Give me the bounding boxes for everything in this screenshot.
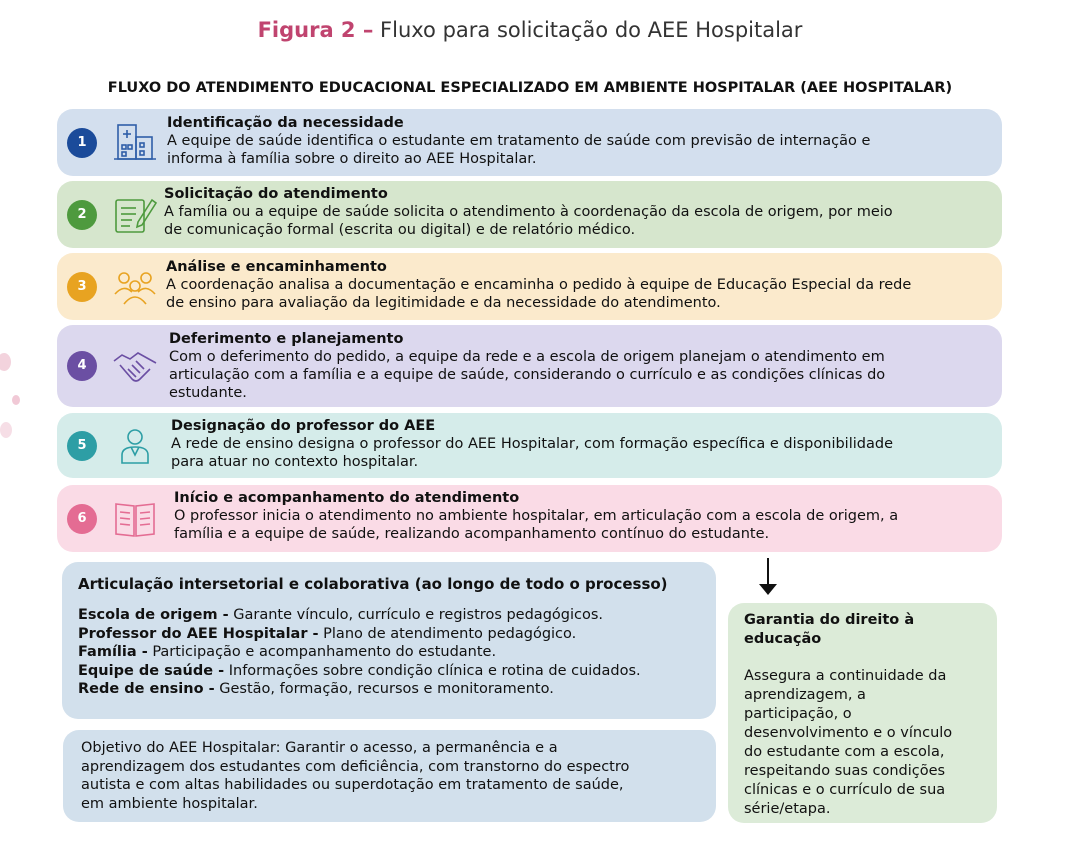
- step-3-line-2: de ensino para avaliação da legitimidade e da necessidade do atendimento.: [166, 295, 721, 311]
- guarantee-line: participação, o: [744, 706, 852, 722]
- step-5: [57, 413, 1002, 478]
- form-pen-icon: [112, 192, 158, 238]
- articulation-row: [78, 643, 700, 662]
- figure-caption: Fluxo para solicitação do AEE Hospitalar: [373, 18, 803, 42]
- objective-line-1: Objetivo do AEE Hospitalar: Garantir o acesso, a permanência e a: [81, 740, 558, 756]
- flow-heading: FLUXO DO ATENDIMENTO EDUCACIONAL ESPECIALIZADO EM AMBIENTE HOSPITALAR (AEE HOSPITALAR): [107, 80, 953, 96]
- step-1-title: Identificação da necessidade: [167, 115, 404, 131]
- articulation-row: [78, 662, 700, 681]
- figure-title: [0, 18, 1060, 42]
- step-4-line-3: estudante.: [169, 385, 247, 401]
- step-6-title: Início e acompanhamento do atendimento: [174, 490, 520, 506]
- step-4-line-1: Com o deferimento do pedido, a equipe da rede e a escola de origem planejam o atendimento em: [169, 349, 885, 365]
- step-2-number: 2: [67, 200, 97, 230]
- objective-line-2: aprendizagem dos estudantes com deficiência, com transtorno do espectro: [81, 758, 630, 775]
- step-6: [57, 485, 1002, 552]
- guarantee-heading-line-1: Garantia do direito à: [744, 612, 915, 628]
- step-3-line-1: A coordenação analisa a documentação e encaminha o pedido à equipe de Educação Especial da rede: [166, 277, 912, 293]
- step-3-title: Análise e encaminhamento: [166, 259, 387, 275]
- step-1-line-1: A equipe de saúde identifica o estudante em tratamento de saúde com previsão de internação e: [167, 133, 871, 149]
- articulation-term: Família -: [78, 644, 148, 660]
- step-5-line-1: A rede de ensino designa o professor do AEE Hospitalar, com formação específica e disponibilidade: [171, 436, 893, 452]
- step-6-line-2: família e a equipe de saúde, realizando acompanhamento contínuo do estudante.: [174, 526, 770, 542]
- guarantee-line: clínicas e o currículo de sua: [744, 782, 946, 798]
- guarantee-box: [728, 603, 997, 823]
- articulation-row: [78, 606, 700, 625]
- articulation-desc: Gestão, formação, recursos e monitoramento.: [214, 681, 554, 697]
- step-5-title: Designação do professor do AEE: [171, 418, 436, 434]
- handshake-icon: [112, 343, 158, 389]
- step-1-number: 1: [67, 128, 97, 158]
- step-5-number: 5: [67, 431, 97, 461]
- step-4-line-2: articulação com a família e a equipe de saúde, considerando o currículo e as condições clínicas do: [169, 367, 886, 383]
- step-6-line-1: O professor inicia o atendimento no ambiente hospitalar, em articulação com a escola de origem, a: [174, 508, 899, 524]
- guarantee-line: respeitando suas condições: [744, 763, 946, 779]
- step-5-line-2: para atuar no contexto hospitalar.: [171, 454, 419, 470]
- figure-label: Figura 2 –: [257, 18, 374, 42]
- step-4: [57, 325, 1002, 407]
- guarantee-heading: [744, 611, 981, 649]
- objective-line-4: em ambiente hospitalar.: [81, 795, 258, 812]
- down-arrow-icon: [757, 558, 779, 596]
- step-4-number: 4: [67, 351, 97, 381]
- objective-line-3: autista e com altas habilidades ou superdotação em tratamento de saúde,: [81, 777, 624, 793]
- guarantee-line: aprendizagem, a: [744, 687, 866, 703]
- articulation-desc: Participação e acompanhamento do estudante.: [147, 644, 497, 660]
- articulation-box: [62, 562, 716, 719]
- articulation-row: [78, 625, 700, 644]
- step-4-title: Deferimento e planejamento: [169, 331, 404, 347]
- objective-box: [63, 730, 716, 822]
- articulation-term: Escola de origem -: [78, 607, 229, 623]
- articulation-desc: Informações sobre condição clínica e rotina de cuidados.: [224, 662, 641, 679]
- step-2-title: Solicitação do atendimento: [164, 186, 388, 202]
- articulation-heading: Articulação intersetorial e colaborativa (ao longo de todo o processo): [78, 575, 668, 593]
- step-2-line-2: de comunicação formal (escrita ou digital) e de relatório médico.: [164, 222, 636, 238]
- guarantee-heading-line-2: educação: [744, 631, 822, 647]
- teacher-person-icon: [112, 423, 158, 469]
- articulation-row: [78, 680, 700, 699]
- group-people-icon: [112, 264, 158, 310]
- guarantee-line: série/etapa.: [744, 801, 831, 817]
- decorative-flourish: [0, 350, 30, 470]
- guarantee-line: do estudante com a escola,: [744, 744, 945, 760]
- guarantee-line: desenvolvimento e o vínculo: [744, 725, 953, 741]
- step-1: [57, 109, 1002, 176]
- articulation-desc: Garante vínculo, currículo e registros pedagógicos.: [228, 607, 604, 623]
- articulation-term: Rede de ensino -: [78, 681, 215, 697]
- guarantee-description: [744, 667, 981, 819]
- open-book-icon: [112, 496, 158, 542]
- step-3: [57, 253, 1002, 320]
- articulation-desc: Plano de atendimento pedagógico.: [318, 625, 577, 642]
- step-6-number: 6: [67, 504, 97, 534]
- step-2-line-1: A família ou a equipe de saúde solicita o atendimento à coordenação da escola de origem, por meio: [164, 204, 893, 220]
- articulation-term: Equipe de saúde -: [78, 662, 225, 679]
- step-1-line-2: informa à família sobre o direito ao AEE Hospitalar.: [167, 151, 537, 167]
- step-2: [57, 181, 1002, 248]
- hospital-icon: [112, 121, 158, 167]
- guarantee-line: Assegura a continuidade da: [744, 668, 947, 684]
- step-3-number: 3: [67, 272, 97, 302]
- articulation-term: Professor do AEE Hospitalar -: [78, 625, 319, 642]
